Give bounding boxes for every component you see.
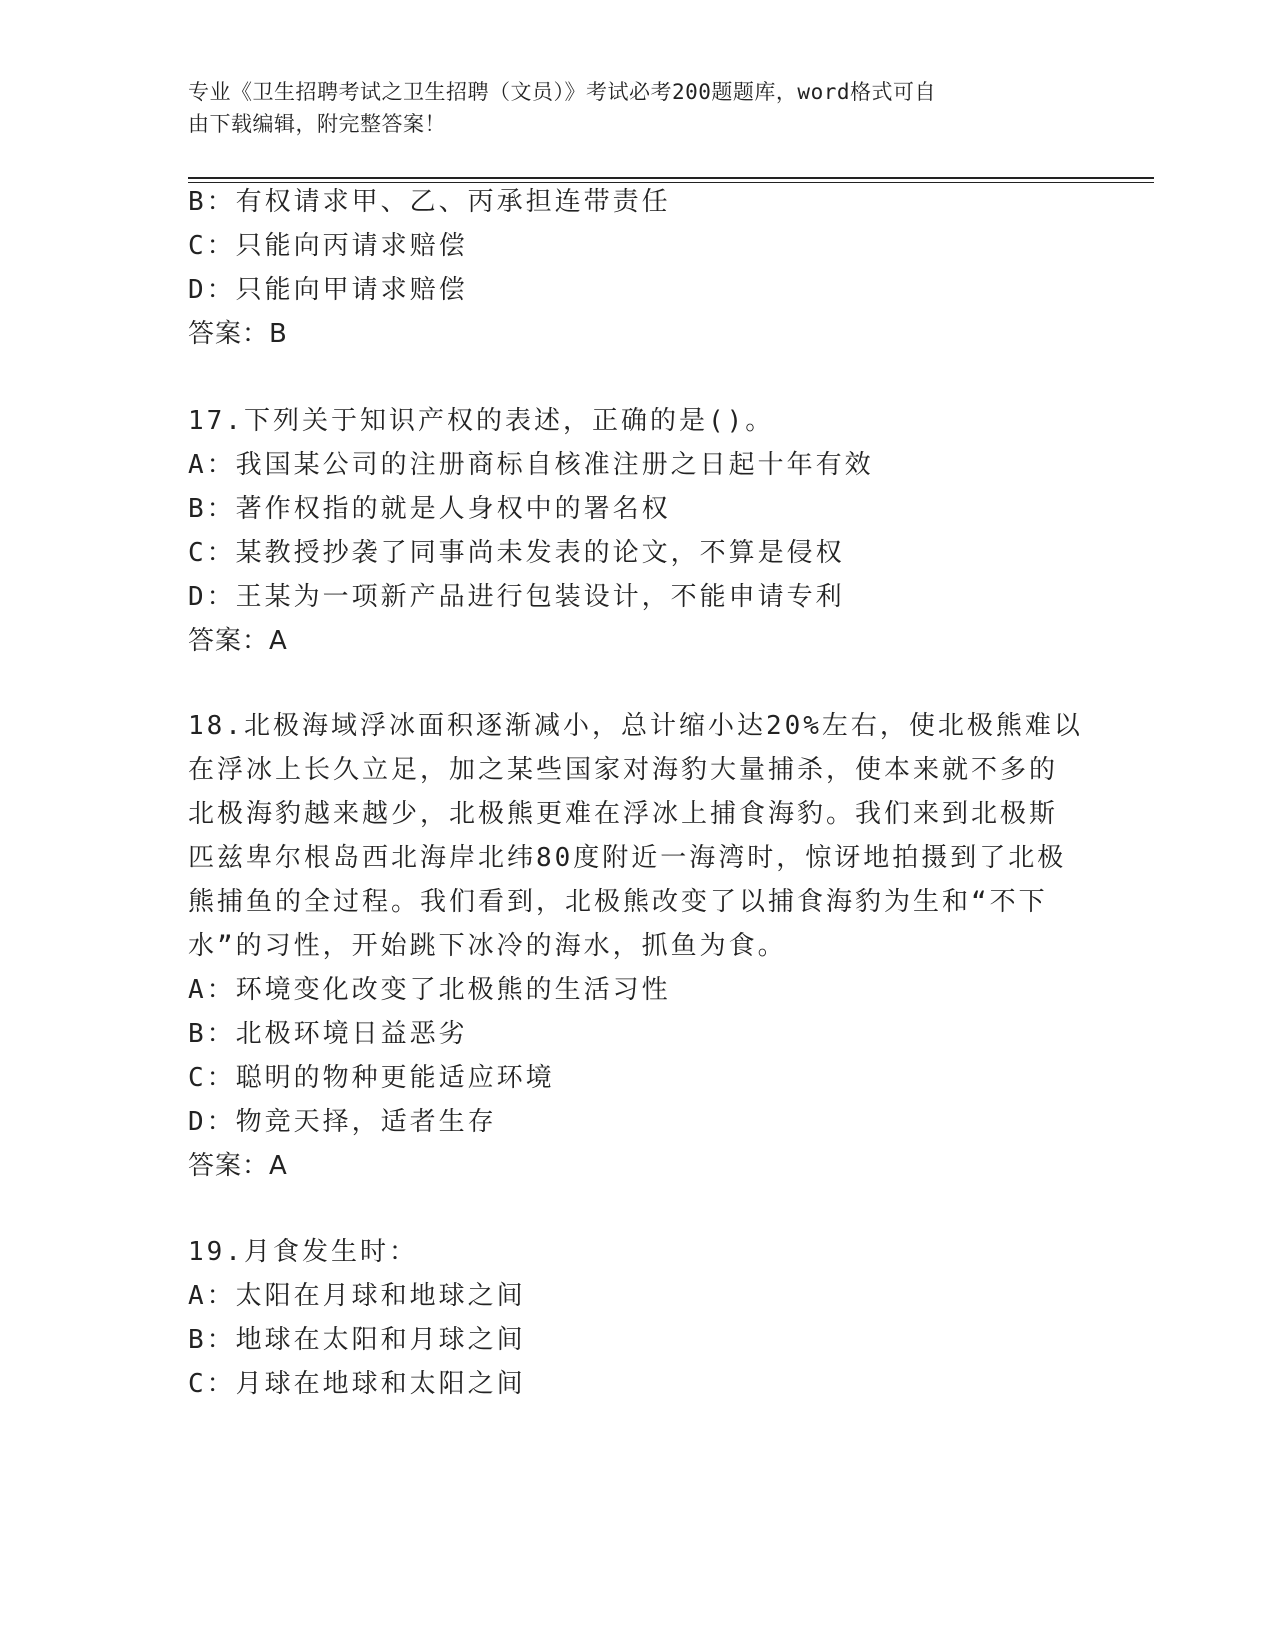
q18-stem-line-3: 北极海豹越来越少，北极熊更难在浮冰上捕食海豹。我们来到北极斯 [188,799,1059,829]
q18-stem-line-2: 在浮冰上长久立足，加之某些国家对海豹大量捕杀，使本来就不多的 [188,755,1059,785]
q18-stem-line-1: 18.北极海域浮冰面积逐渐减小，总计缩小达20%左右，使北极熊难以 [188,711,1083,741]
header-line-2: 由下载编辑，附完整答案！ [188,112,446,136]
q16-option-d: D：只能向甲请求赔偿 [188,275,468,305]
q19-stem: 19.月食发生时： [188,1237,418,1267]
q19-option-c: C：月球在地球和太阳之间 [188,1369,526,1399]
document-header [188,76,1068,140]
q17-answer: 答案：A [188,626,288,656]
q18-option-a: A：环境变化改变了北极熊的生活习性 [188,975,671,1005]
q19-option-a: A：太阳在月球和地球之间 [188,1281,526,1311]
q18-answer: 答案：A [188,1151,288,1181]
q16-option-b: B：有权请求甲、乙、丙承担连带责任 [188,187,671,217]
q18-stem-line-4: 匹兹卑尔根岛西北海岸北纬80度附近一海湾时，惊讶地拍摄到了北极 [188,843,1067,873]
q17-option-b: B：著作权指的就是人身权中的署名权 [188,494,671,524]
header-line-1: 专业《卫生招聘考试之卫生招聘（文员）》考试必考200题题库，word格式可自 [188,80,936,104]
q17-option-a: A：我国某公司的注册商标自核准注册之日起十年有效 [188,450,874,480]
q17-option-d: D：王某为一项新产品进行包装设计，不能申请专利 [188,582,845,612]
q18-option-b: B：北极环境日益恶劣 [188,1019,468,1049]
q18-option-c: C：聪明的物种更能适应环境 [188,1063,555,1093]
q19-option-b: B：地球在太阳和月球之间 [188,1325,526,1355]
q16-answer: 答案：B [188,319,288,349]
q18-stem-line-6: 水”的习性，开始跳下冰冷的海水，抓鱼为食。 [188,931,787,961]
q18-stem-line-5: 熊捕鱼的全过程。我们看到，北极熊改变了以捕食海豹为生和“不下 [188,887,1048,917]
header-divider-thick [188,177,1154,179]
q17-stem: 17.下列关于知识产权的表述，正确的是()。 [188,406,775,436]
header-divider-thin [188,182,1154,183]
q17-option-c: C：某教授抄袭了同事尚未发表的论文，不算是侵权 [188,538,845,568]
q18-option-d: D：物竞天择，适者生存 [188,1107,497,1137]
q16-option-c: C：只能向丙请求赔偿 [188,231,468,261]
